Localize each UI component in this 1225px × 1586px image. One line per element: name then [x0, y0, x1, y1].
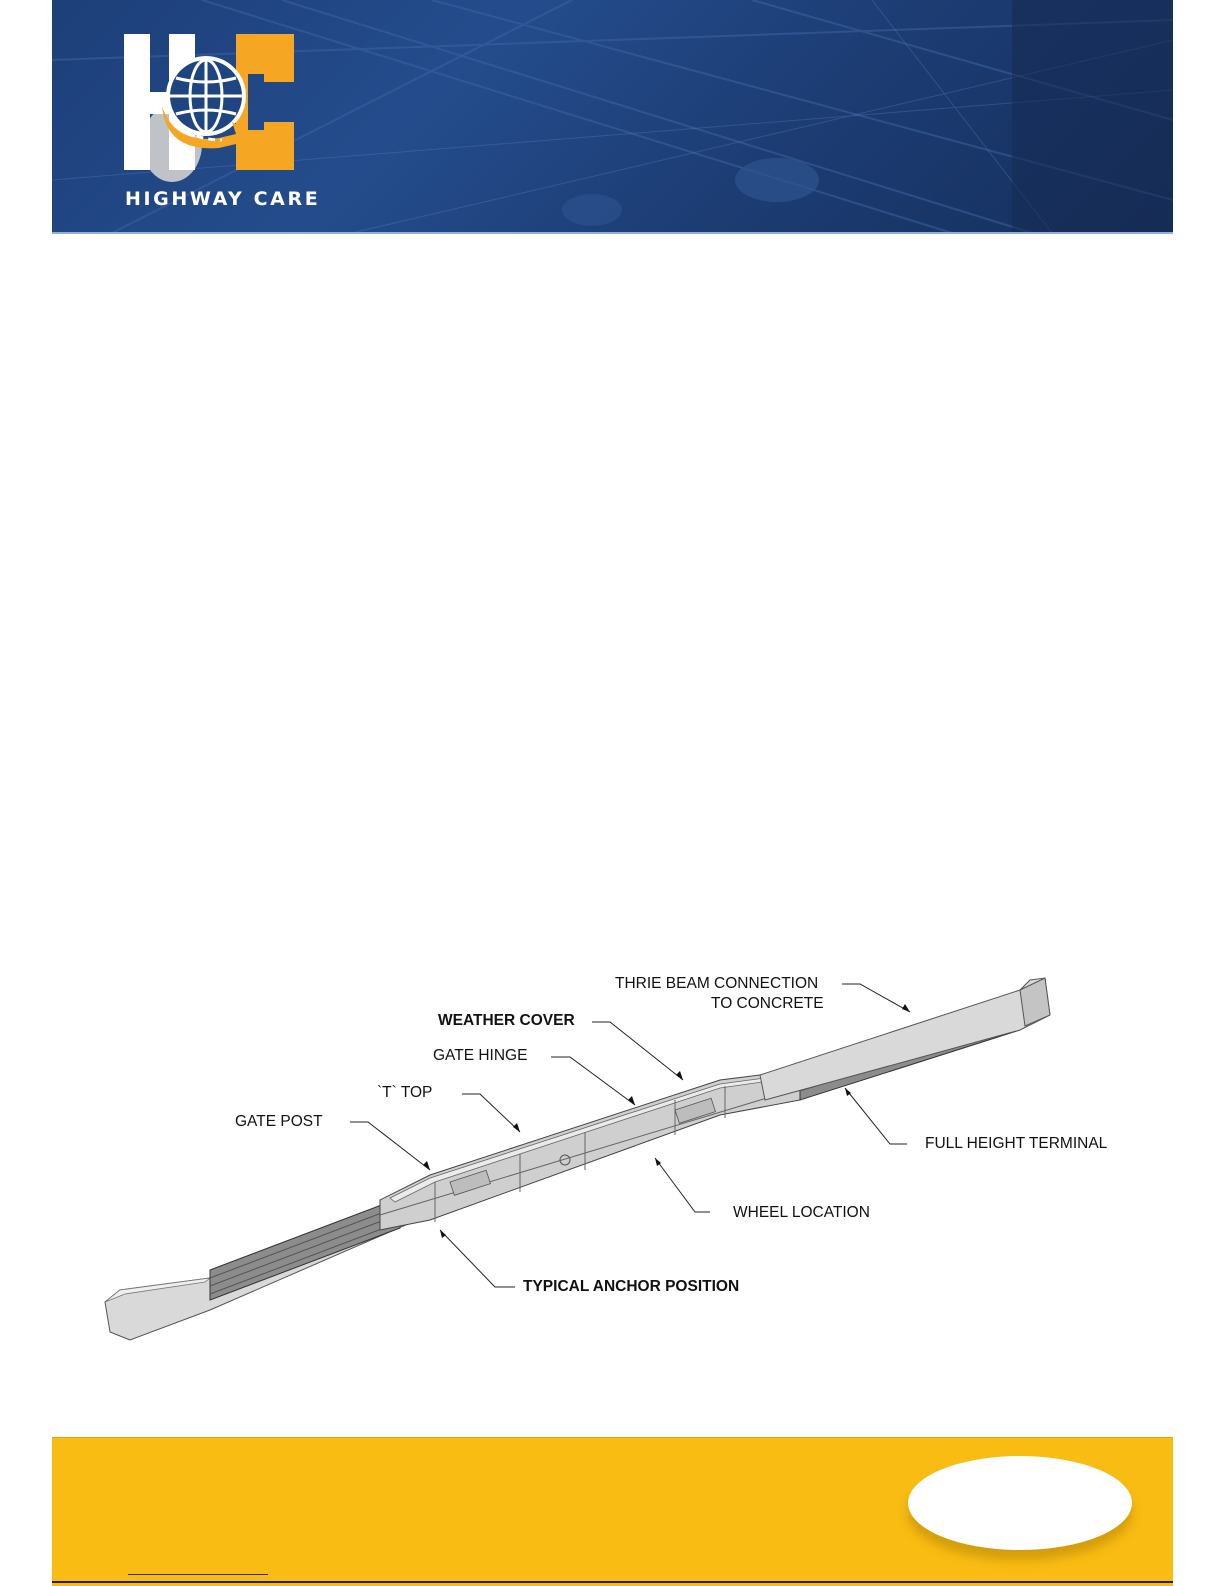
label-wheel-location: WHEEL LOCATION [733, 1204, 870, 1221]
label-full-height-terminal: FULL HEIGHT TERMINAL [925, 1135, 1108, 1152]
barrier-gate-diagram [100, 960, 1180, 1360]
label-gate-hinge: GATE HINGE [433, 1047, 528, 1064]
page-bottom-rule [52, 1581, 1173, 1583]
footer-band [52, 1437, 1173, 1586]
header-divider [52, 232, 1173, 234]
label-gate-post: GATE POST [235, 1113, 323, 1130]
leader-lines [100, 960, 1180, 1360]
header-banner [52, 0, 1173, 233]
label-weather-cover: WEATHER COVER [438, 1012, 575, 1029]
label-thrie-beam-connection: THRIE BEAM CONNECTION [615, 975, 819, 992]
footer-badge [908, 1456, 1132, 1550]
label-t-top: `T` TOP [377, 1084, 433, 1101]
brand-name: HIGHWAY CARE [125, 188, 321, 210]
highway-care-logo [124, 34, 294, 209]
footer-underline [128, 1574, 268, 1575]
label-to-concrete: TO CONCRETE [711, 995, 824, 1012]
label-typical-anchor-position: TYPICAL ANCHOR POSITION [523, 1278, 740, 1295]
